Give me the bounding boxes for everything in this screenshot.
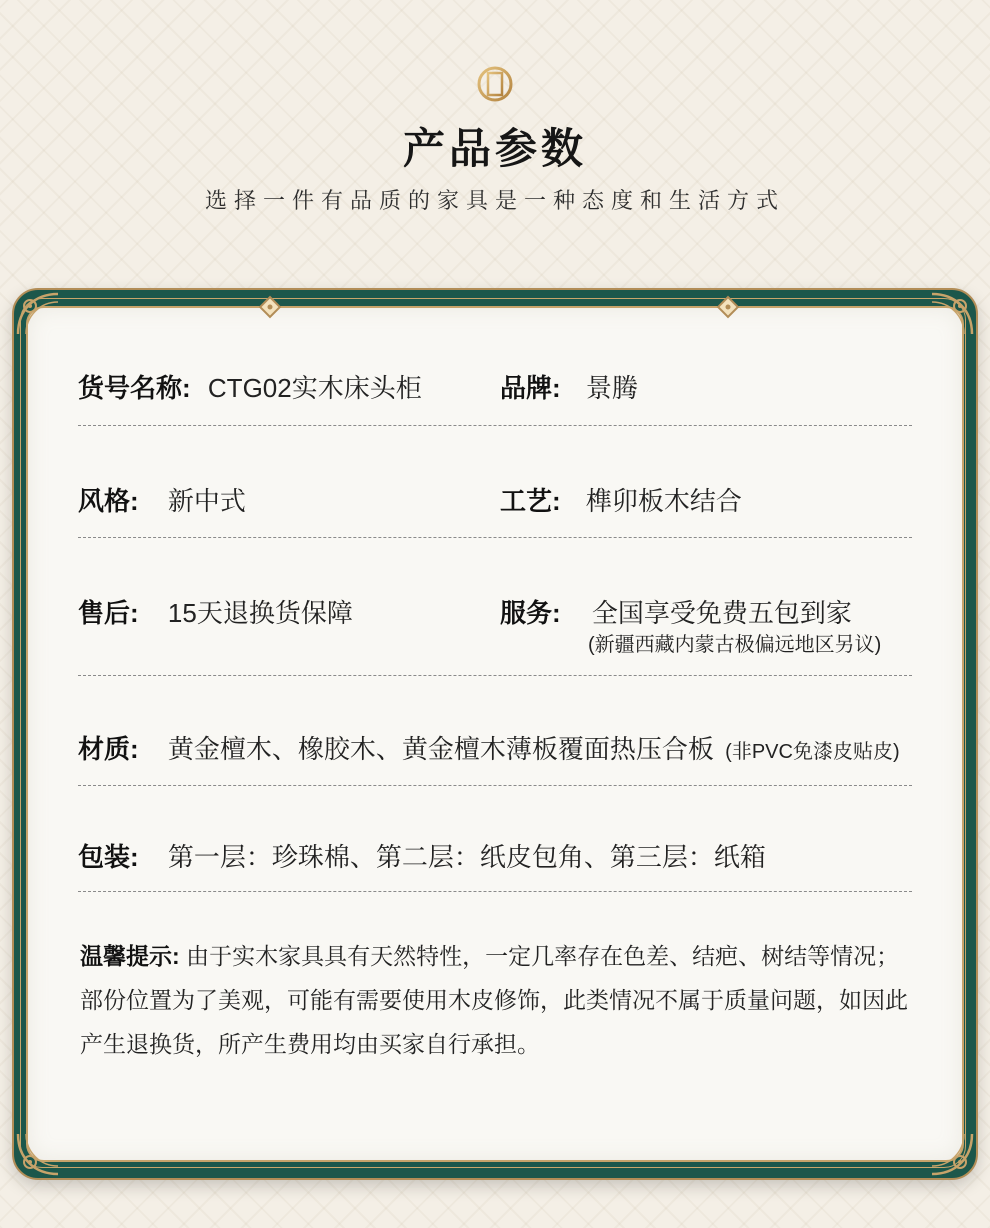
knot-ornament-icon xyxy=(715,294,741,320)
dashed-divider xyxy=(78,785,912,786)
param-label: 售后: xyxy=(78,598,139,628)
param-craft xyxy=(500,484,742,518)
param-after-sales xyxy=(78,596,353,630)
param-label: 风格: xyxy=(78,486,139,516)
service-note: (新疆西藏内蒙古极偏远地区另议) xyxy=(588,634,882,656)
param-style xyxy=(78,484,246,518)
param-label: 品牌: xyxy=(500,373,561,403)
param-value: 景腾 xyxy=(585,373,638,403)
corner-ornament-icon xyxy=(8,284,62,338)
dashed-divider xyxy=(78,537,912,538)
param-label: 材质: xyxy=(78,734,139,764)
param-service xyxy=(500,596,852,630)
param-value: 榫卯板木结合 xyxy=(585,486,742,516)
corner-ornament-icon xyxy=(8,1130,62,1184)
knot-ornament-icon xyxy=(257,294,283,320)
param-value: 新中式 xyxy=(167,486,246,516)
page-subtitle: 选择一件有品质的家具是一种态度和生活方式 xyxy=(204,189,785,214)
param-label: 包装: xyxy=(78,842,139,872)
warm-tip xyxy=(80,934,920,1066)
param-value: CTG02实木床头柜 xyxy=(207,373,422,403)
param-brand xyxy=(500,371,638,405)
param-label: 工艺: xyxy=(500,486,561,516)
page-title: 产品参数 xyxy=(402,124,587,173)
param-value: 15天退换货保障 xyxy=(167,598,353,628)
param-material xyxy=(78,732,900,769)
param-packaging xyxy=(78,840,766,874)
dashed-divider xyxy=(78,675,912,676)
tip-text: 由于实木家具具有天然特性，一定几率存在色差、结疤、树结等情况；部份位置为了美观，可能有需要使用木皮修饰，此类情况不属于质量问题，如因此产生退换货，所产生费用均由买家自行承担。 xyxy=(80,943,908,1057)
gold-lattice-emblem-icon xyxy=(477,66,513,102)
param-label: 服务: xyxy=(500,598,561,628)
tip-label: 温馨提示: xyxy=(80,943,180,969)
dashed-divider xyxy=(78,425,912,426)
param-value: 第一层：珍珠棉、第二层：纸皮包角、第三层：纸箱 xyxy=(167,842,766,872)
param-value: 全国享受免费五包到家 xyxy=(591,598,852,628)
param-item-name xyxy=(78,371,422,405)
corner-ornament-icon xyxy=(928,1130,982,1184)
corner-ornament-icon xyxy=(928,284,982,338)
param-label: 货号名称: xyxy=(78,373,191,403)
material-note: (非PVC免漆皮贴皮) xyxy=(725,741,900,763)
param-value: 黄金檀木、橡胶木、黄金檀木薄板覆面热压合板 xyxy=(167,734,714,764)
dashed-divider xyxy=(78,891,912,892)
